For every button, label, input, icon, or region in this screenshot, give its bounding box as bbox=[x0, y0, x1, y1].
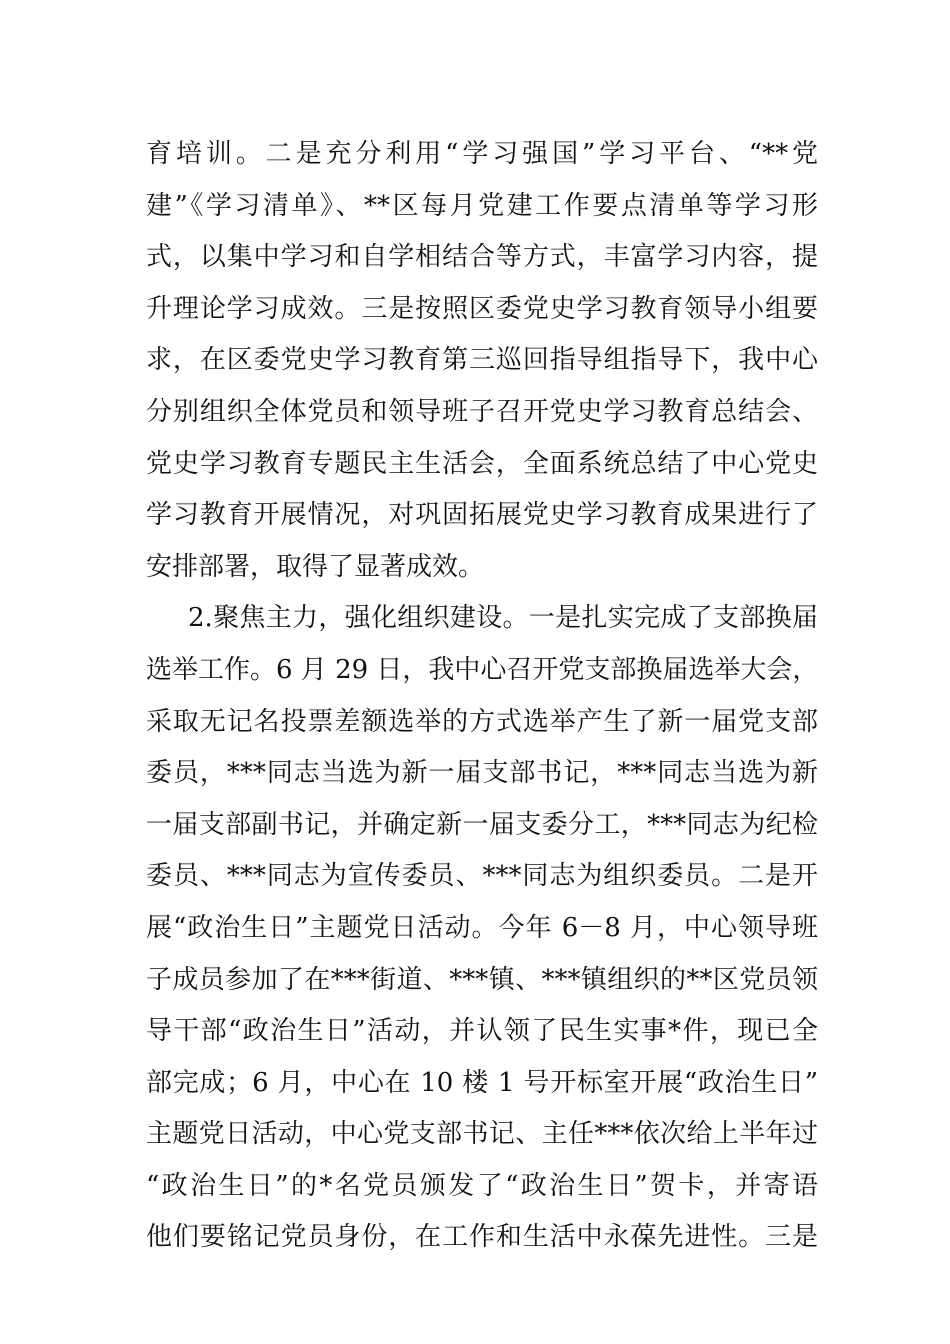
text-line: 育培训。二是充分利用“学习强国”学习平台、“**党 bbox=[146, 139, 818, 169]
text-line: 升理论学习成效。三是按照区委党史学习教育领导小组要 bbox=[146, 293, 818, 324]
text-line: 主题党日活动，中心党支部书记、主任***依次给上半年过 bbox=[146, 1119, 818, 1150]
text-line: 展“政治生日”主题党日活动。今年 6－8 月，中心领导班 bbox=[146, 912, 818, 943]
text-line: 选举工作。6 月 29 日，我中心召开党支部换届选举大会， bbox=[146, 654, 819, 685]
body-text bbox=[146, 129, 818, 1264]
paragraph-end-line: 安排部署，取得了显著成效。 bbox=[146, 551, 485, 582]
text-line: 式，以集中学习和自学相结合等方式，丰富学习内容，提 bbox=[146, 242, 818, 273]
text-line: 求，在区委党史学习教育第三巡回指导组指导下，我中心 bbox=[146, 345, 818, 376]
text-line: 一届支部副书记，并确定新一届支委分工，***同志为纪检 bbox=[146, 809, 818, 840]
text-line: 部完成；6 月，中心在 10 楼 1 号开标室开展“政治生日” bbox=[146, 1067, 818, 1098]
text-line: 委员、***同志为宣传委员、***同志为组织委员。二是开 bbox=[146, 861, 818, 892]
text-line: 导干部“政治生日”活动，并认领了民生实事*件，现已全 bbox=[146, 1016, 818, 1047]
text-line: 他们要铭记党员身份，在工作和生活中永葆先进性。三是 bbox=[146, 1222, 818, 1253]
text-line: 学习教育开展情况，对巩固拓展党史学习教育成果进行了 bbox=[146, 500, 818, 531]
text-line: 分别组织全体党员和领导班子召开党史学习教育总结会、 bbox=[146, 396, 818, 427]
text-line: “政治生日”的*名党员颁发了“政治生日”贺卡，并寄语 bbox=[146, 1170, 818, 1201]
text-line: 子成员参加了在***街道、***镇、***镇组织的**区党员领 bbox=[146, 964, 818, 995]
text-line: 党史学习教育专题民主生活会，全面系统总结了中心党史 bbox=[146, 448, 818, 479]
paragraph-start-line: 2.聚焦主力，强化组织建设。一是扎实完成了支部换届 bbox=[188, 603, 818, 634]
text-line: 委员，***同志当选为新一届支部书记，***同志当选为新 bbox=[146, 758, 818, 789]
text-line: 采取无记名投票差额选举的方式选举产生了新一届党支部 bbox=[146, 706, 818, 737]
text-line: 建”《学习清单》、**区每月党建工作要点清单等学习形 bbox=[146, 190, 818, 221]
